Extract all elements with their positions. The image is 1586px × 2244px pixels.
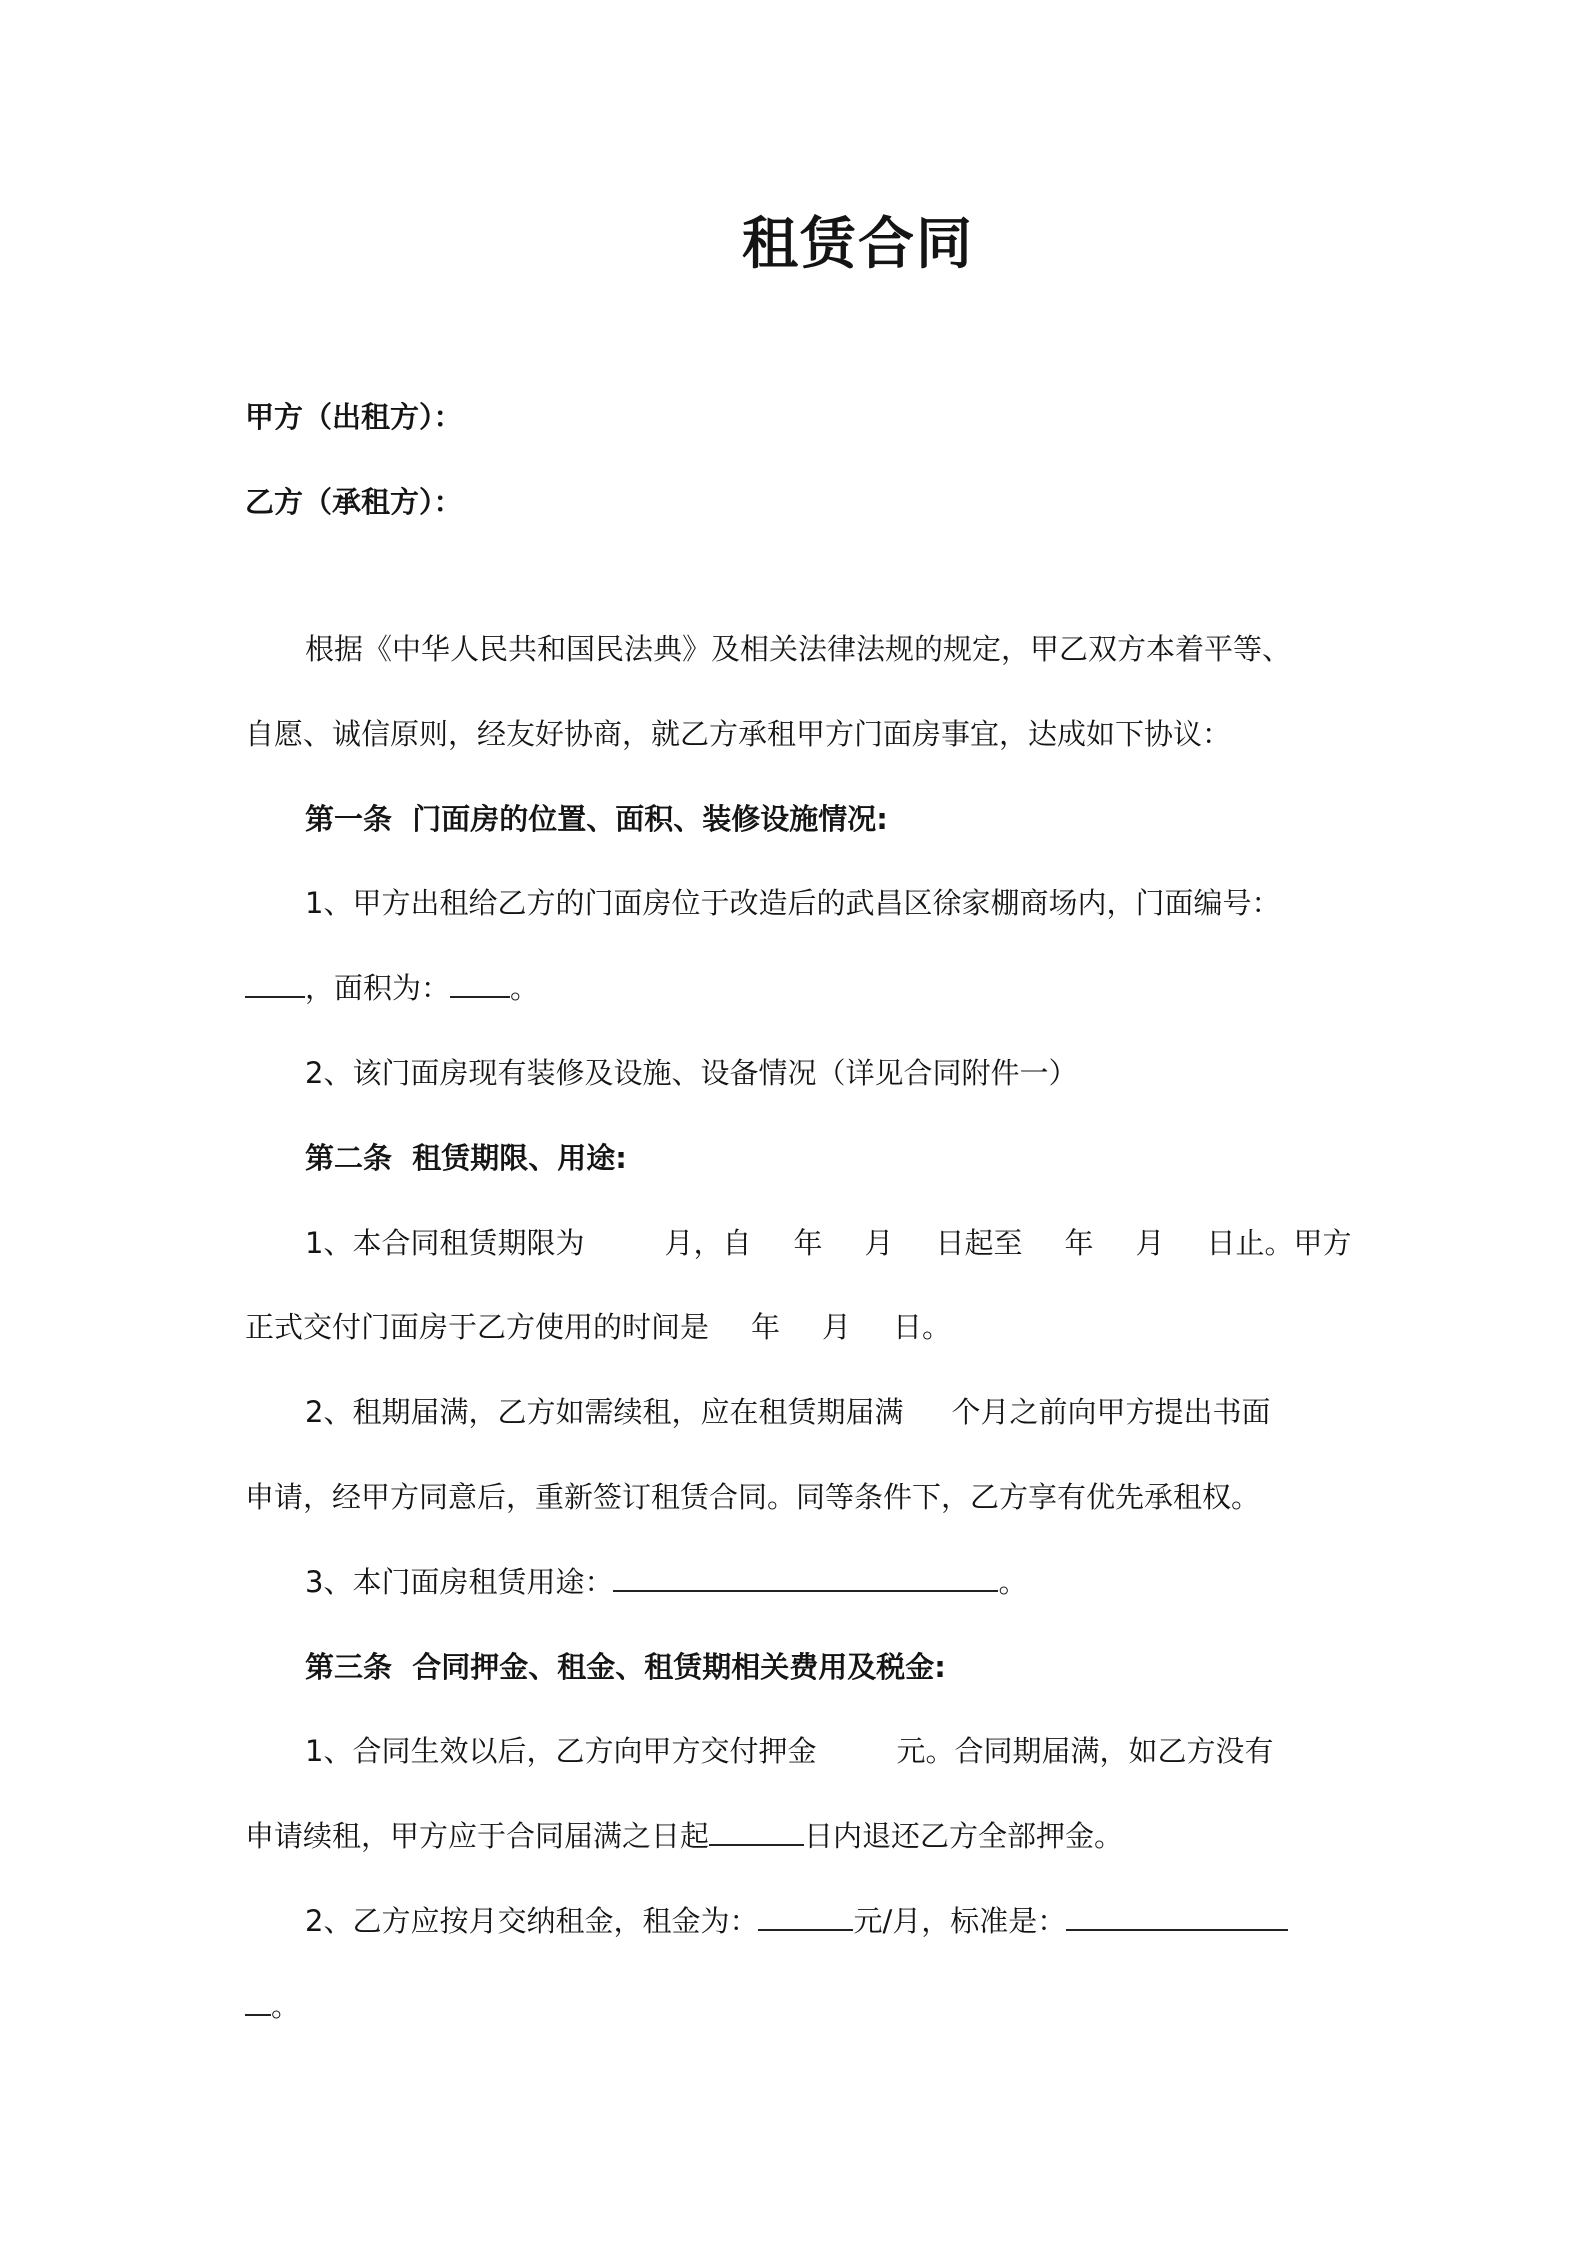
renewal-notice-label: 个月之前向甲方提出书面 (951, 1395, 1271, 1429)
shop-number-blank[interactable] (245, 966, 305, 998)
refund-days-label: 日内退还乙方全部押金。 (804, 1819, 1124, 1853)
article-2-heading: 第二条 租赁期限、用途: (305, 1141, 627, 1175)
article-2-item-3 (305, 1560, 1027, 1604)
article-3-item-1-line-1 (305, 1729, 1273, 1773)
rent-label: 2、乙方应按月交纳租金，租金为： (305, 1904, 759, 1938)
area-label: ，面积为： (305, 971, 451, 1005)
article-2-item-2-line-1 (305, 1390, 1270, 1434)
lease-month-from: 月，自 (664, 1226, 752, 1260)
rent-standard-blank[interactable] (1066, 1899, 1288, 1931)
article-2-item-2-line-2: 申请，经甲方同意后，重新签订租赁合同。同等条件下，乙方享有优先承租权。 (245, 1480, 1261, 1514)
article-3-item-2-line-1 (305, 1899, 1288, 1943)
article-1-heading: 第一条 门面房的位置、面积、装修设施情况: (305, 802, 888, 836)
party-a-label: 甲方（出租方）： (245, 400, 463, 434)
party-b-label: 乙方（承租方）： (245, 485, 463, 519)
end-day-label: 日止。甲方 (1206, 1226, 1352, 1260)
rent-amount-blank[interactable] (758, 1899, 853, 1931)
rent-standard-blank-cont[interactable] (245, 1984, 271, 2016)
end-year-label: 年 (1064, 1226, 1094, 1260)
article-2-item-1-line-1 (305, 1221, 1352, 1265)
deposit-label: 1、合同生效以后，乙方向甲方交付押金 (305, 1734, 817, 1768)
refund-label: 申请续租，甲方应于合同届满之日起 (245, 1819, 710, 1853)
usage-period: 。 (998, 1565, 1028, 1599)
rent-standard-period: 。 (271, 1989, 301, 2023)
article-1-item-1-line-2 (245, 966, 539, 1010)
intro-line-2: 自愿、诚信原则，经友好协商，就乙方承租甲方门面房事宜，达成如下协议： (245, 717, 1232, 751)
handover-month-label: 月 (822, 1310, 852, 1344)
article-1-item-1-line-1: 1、甲方出租给乙方的门面房位于改造后的武昌区徐家棚商场内，门面编号： (305, 886, 1281, 920)
renewal-label: 2、租期届满，乙方如需续租，应在租赁期届满 (305, 1395, 904, 1429)
start-day-to: 日起至 (935, 1226, 1023, 1260)
area-period: 。 (510, 971, 540, 1005)
handover-year-label: 年 (751, 1310, 781, 1344)
deposit-unit-label: 元。合同期届满，如乙方没有 (896, 1734, 1274, 1768)
intro-line-1: 根据《中华人民共和国民法典》及相关法律法规的规定，甲乙双方本着平等、 (305, 632, 1292, 666)
article-3-item-1-line-2 (245, 1814, 1123, 1858)
rent-standard-label: 元/月，标准是： (853, 1904, 1067, 1938)
start-year-label: 年 (793, 1226, 823, 1260)
end-month-label: 月 (1135, 1226, 1165, 1260)
article-2-item-1-line-2 (245, 1305, 951, 1349)
article-1-item-2: 2、该门面房现有装修及设施、设备情况（详见合同附件一） (305, 1056, 1078, 1090)
area-blank[interactable] (450, 966, 510, 998)
start-month-label: 月 (864, 1226, 894, 1260)
handover-day-label: 日。 (893, 1310, 952, 1344)
document-title: 租赁合同 (742, 212, 974, 277)
usage-blank[interactable] (613, 1560, 998, 1592)
article-3-heading: 第三条 合同押金、租金、租赁期相关费用及税金: (305, 1650, 946, 1684)
refund-days-blank[interactable] (709, 1814, 804, 1846)
usage-label: 3、本门面房租赁用途： (305, 1565, 614, 1599)
article-3-item-2-line-2 (245, 1984, 300, 2028)
handover-label: 正式交付门面房于乙方使用的时间是 (245, 1310, 710, 1344)
lease-term-label: 1、本合同租赁期限为 (305, 1226, 585, 1260)
